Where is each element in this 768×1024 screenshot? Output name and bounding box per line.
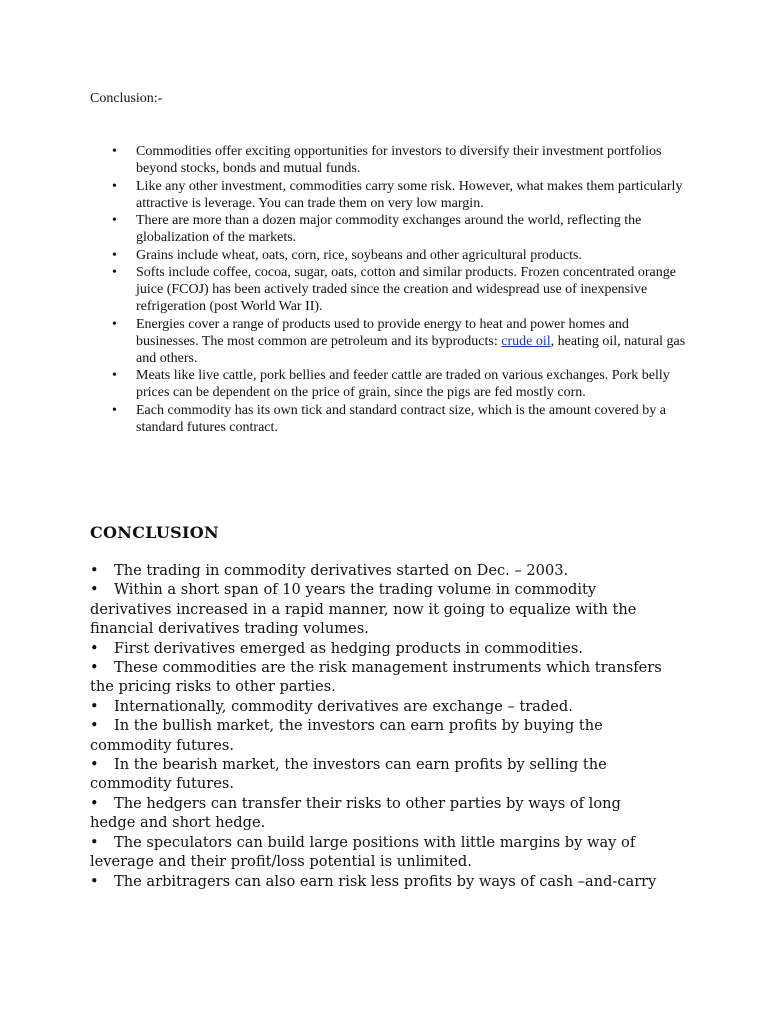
list-item [90, 833, 670, 872]
list-item [90, 697, 670, 716]
bullet-icon: • [90, 659, 99, 677]
section1-bullet-list [112, 143, 692, 436]
section2-heading: CONCLUSION [90, 523, 219, 542]
list-item [90, 755, 670, 794]
bullet-icon: • [90, 833, 99, 851]
list-item [90, 794, 670, 833]
bullet-icon: • [112, 144, 117, 159]
bullet-icon: • [112, 316, 117, 332]
list-item-text: There are more than a dozen major commodity exchanges around the world, reflecting the globalization of the markets. [136, 213, 642, 245]
list-item [112, 367, 692, 401]
list-item-text: Within a short span of 10 years the trading volume in commodity derivatives increased in a rapid manner, now it going to equalize with the financial derivatives trading volumes. [90, 581, 637, 638]
list-item [90, 658, 670, 697]
list-item-text: In the bearish market, the investors can earn profits by selling the commodity futures. [90, 756, 607, 793]
list-item [90, 639, 670, 658]
list-item [112, 247, 692, 264]
crude-oil-link[interactable]: crude oil [501, 333, 551, 349]
bullet-icon: • [90, 697, 99, 715]
bullet-icon: • [112, 247, 117, 263]
list-item [90, 872, 670, 891]
bullet-icon: • [90, 872, 99, 890]
list-item [112, 316, 692, 367]
list-item-text: Grains include wheat, oats, corn, rice, soybeans and other agricultural products. [136, 247, 582, 263]
bullet-icon: • [90, 581, 99, 599]
bullet-icon: • [112, 178, 117, 194]
bullet-icon: • [112, 265, 117, 280]
list-item-text: Commodities offer exciting opportunities for investors to diversify their investment portfolios beyond stocks, bonds and mutual funds. [136, 144, 662, 176]
list-item-text: In the bullish market, the investors can earn profits by buying the commodity futures. [90, 717, 603, 754]
list-item-text: The speculators can build large positions with little margins by way of leverage and their profit/loss potential is unlimited. [90, 833, 636, 871]
list-item-text: Meats like live cattle, pork bellies and feeder cattle are traded on various exchanges. Pork belly prices can be dependent on the price of grain, since the pigs are fed mostly corn. [136, 368, 670, 400]
list-item [112, 264, 692, 315]
list-item-text: Each commodity has its own tick and standard contract size, which is the amount covered by a standard futures contract. [136, 402, 666, 435]
list-item-text: The arbitragers can also earn risk less profits by ways of cash –and-carry [114, 872, 657, 890]
list-item-text: Like any other investment, commodities carry some risk. However, what makes them particularly attractive is leverage. You can trade them on very low margin. [136, 178, 683, 211]
bullet-icon: • [112, 402, 117, 418]
list-item [90, 580, 670, 638]
list-item-text: The hedgers can transfer their risks to other parties by ways of long hedge and short hedge. [90, 794, 621, 832]
list-item-text: Softs include coffee, cocoa, sugar, oats, cotton and similar products. Frozen concentrated orange juice (FCOJ) has been actively traded since the creation and widespread use of inexpensive refrigeration (post World War II). [136, 265, 676, 314]
list-item-text: The trading in commodity derivatives started on Dec. – 2003. [114, 562, 569, 579]
list-item-text: First derivatives emerged as hedging products in commodities. [114, 639, 583, 657]
list-item [90, 716, 670, 755]
list-item [112, 212, 692, 246]
list-item [112, 402, 692, 436]
list-item [112, 178, 692, 212]
list-item-text: Internationally, commodity derivatives are exchange – traded. [114, 697, 573, 715]
section1-heading: Conclusion:- [90, 91, 163, 106]
list-item-text-before-link: Energies cover a range of products used to provide energy to heat and power homes and businesses. The most common are petroleum and its byproducts: [136, 316, 629, 349]
section2-bullet-list [90, 561, 670, 891]
bullet-icon: • [90, 794, 99, 812]
bullet-icon: • [90, 562, 99, 579]
list-item-text: These commodities are the risk management instruments which transfers the pricing risks to other parties. [90, 659, 662, 696]
bullet-icon: • [90, 639, 99, 657]
list-item [90, 561, 670, 580]
bullet-icon: • [90, 756, 99, 774]
list-item [112, 143, 692, 177]
bullet-icon: • [112, 213, 117, 228]
bullet-icon: • [90, 717, 99, 735]
bullet-icon: • [112, 368, 117, 383]
list-item-text-after-link: , heating oil, natural gas and others. [136, 333, 686, 366]
